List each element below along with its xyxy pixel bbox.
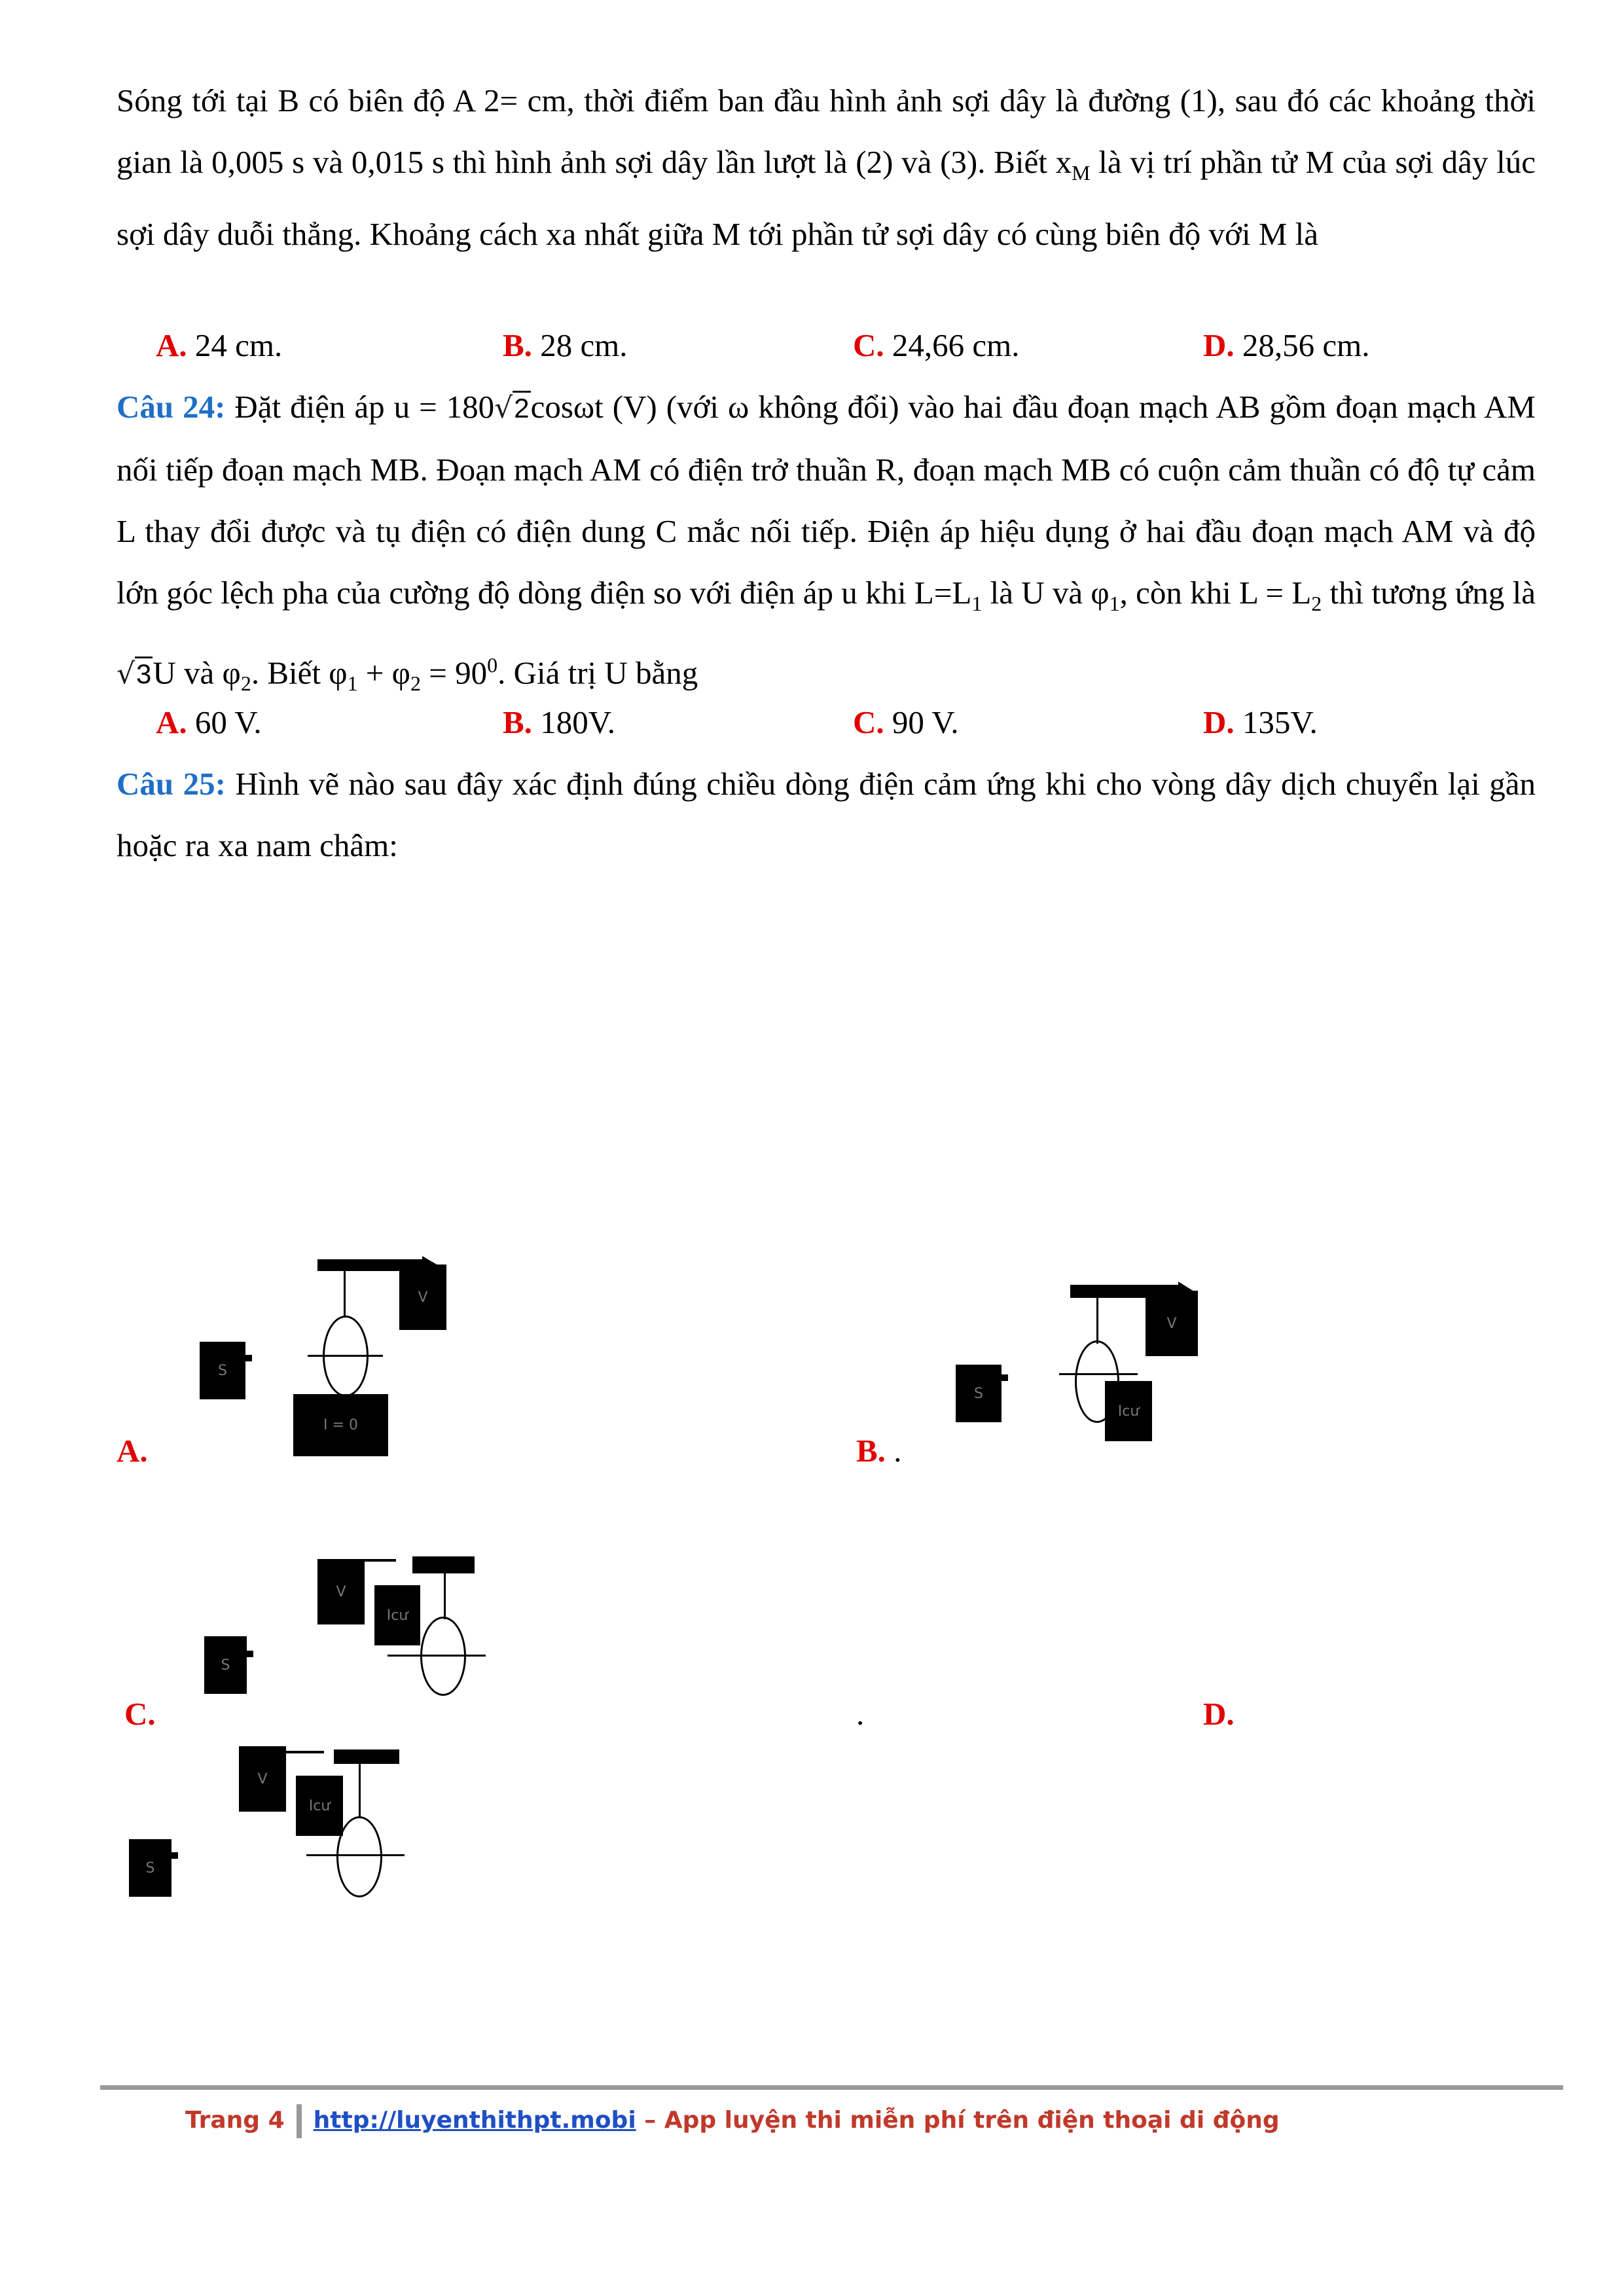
q24-option-c-text: 90 V. — [884, 704, 959, 740]
current-label-d — [296, 1776, 343, 1836]
q24-text-6: U và φ — [153, 655, 241, 691]
magnet-a-label: S — [218, 1362, 227, 1379]
q24-option-b-text: 180V. — [532, 704, 616, 740]
q23-stem-sub: M — [1072, 160, 1091, 185]
sqrt-2: √2 — [494, 391, 530, 425]
q23-option-b-text: 28 cm. — [532, 327, 628, 363]
magnet-d — [129, 1839, 171, 1897]
footer-page: Trang 4 — [185, 2107, 285, 2134]
magnet-b-label: S — [974, 1385, 983, 1402]
q25-label-d[interactable]: D. — [1203, 1696, 1235, 1732]
sqrt-2-value: 2 — [513, 391, 530, 423]
q23-option-b-label: B. — [503, 327, 532, 363]
q23-option-a[interactable] — [156, 315, 282, 376]
current-label-a — [293, 1394, 388, 1456]
q24-sub-a: 1 — [347, 671, 358, 695]
figure-d — [118, 1744, 445, 1928]
velocity-label-b — [1146, 1291, 1198, 1356]
magnet-b — [956, 1365, 1001, 1422]
q24-text-3: là U và φ — [982, 575, 1110, 611]
velocity-label-c-text: V — [336, 1583, 346, 1600]
q24-option-a-label: A. — [156, 704, 187, 740]
q23-stem — [117, 70, 1536, 265]
footer-link[interactable]: http://luyenthithpt.mobi — [313, 2107, 636, 2134]
q24-option-c[interactable] — [853, 692, 959, 753]
magnet-c-notch — [247, 1651, 253, 1657]
stem-a — [344, 1271, 346, 1317]
q23-option-c[interactable] — [853, 315, 1020, 376]
magnet-c — [204, 1636, 247, 1694]
q24-option-d-label: D. — [1203, 704, 1235, 740]
velocity-tail-d — [334, 1749, 399, 1764]
sqrt-3-value: 3 — [135, 656, 153, 689]
velocity-tail-c — [412, 1556, 475, 1573]
q23-option-d[interactable] — [1203, 315, 1370, 376]
q24-stem — [117, 376, 1536, 714]
q24-text-8: + φ — [357, 655, 410, 691]
q25-label-b-dot: . — [885, 1433, 902, 1469]
magnet-d-notch — [171, 1852, 178, 1859]
coil-d — [336, 1816, 382, 1897]
q24-sub-L1: 1 — [971, 591, 983, 615]
q25-stem-text: Hình vẽ nào sau đây xác định đúng chiều dòng điện cảm ứng khi cho vòng dây dịch chuyển lại gần hoặc ra xa nam châm: — [117, 766, 1536, 863]
coil-b-axis — [1059, 1373, 1138, 1375]
q24-option-b[interactable] — [503, 692, 615, 753]
q24-text-10: . Giá trị U bằng — [497, 655, 698, 691]
footer-separator — [297, 2104, 302, 2138]
magnet-d-label: S — [145, 1859, 155, 1876]
q24-text-9: = 90 — [420, 655, 488, 691]
q23-stem-rest: là vị trí phần tử M của sợi dây lúc sợi dây duỗi thẳng. Khoảng cách xa nhất giữa M tới phần tử sợi dây có cùng biên độ với M là — [117, 144, 1536, 252]
figure-c — [196, 1545, 491, 1708]
current-label-c — [374, 1585, 420, 1645]
velocity-label-a — [399, 1265, 446, 1330]
current-label-c-text: Icư — [386, 1607, 408, 1624]
velocity-label-d-text: V — [257, 1770, 268, 1787]
footer-tagline: – App luyện thi miễn phí trên điện thoại di động — [636, 2107, 1280, 2134]
q25-label-b[interactable] — [856, 1432, 901, 1469]
q23-option-a-label: A. — [156, 327, 187, 363]
velocity-label-b-text: V — [1166, 1315, 1177, 1332]
q23-option-b[interactable] — [503, 315, 628, 376]
q23-option-d-label: D. — [1203, 327, 1235, 363]
q25-label-a[interactable]: A. — [117, 1433, 148, 1469]
q23-options — [117, 315, 1536, 376]
q23-option-c-label: C. — [853, 327, 884, 363]
q25-label-b-text: B. — [856, 1433, 886, 1469]
q24-text-4: , còn khi L = L — [1119, 575, 1312, 611]
q25-label-c[interactable]: C. — [124, 1696, 156, 1732]
current-label-b — [1105, 1381, 1152, 1441]
q23-stem-text: Sóng tới tại B có biên độ A 2= cm, thời điểm ban đầu hình ảnh sợi dây là đường (1), sau đó các khoảng thời gian là 0,005 s và 0,015 s thì hình ảnh sợi dây lần lượt là (2) và (3). Biết x — [117, 82, 1536, 180]
magnet-a-notch — [245, 1355, 252, 1361]
q24-number: Câu 24: — [117, 389, 226, 425]
q25-number: Câu 25: — [117, 766, 226, 802]
magnet-b-notch — [1001, 1374, 1008, 1381]
stem-b — [1096, 1298, 1098, 1344]
figure-a — [196, 1250, 445, 1466]
magnet-a — [200, 1342, 245, 1399]
q24-sub-L2: 2 — [1311, 591, 1322, 615]
current-label-b-text: Icư — [1117, 1403, 1140, 1420]
q24-text-5: thì tương ứng là — [1322, 575, 1536, 611]
velocity-bar-c — [357, 1559, 396, 1562]
footer — [185, 2104, 1280, 2138]
magnet-c-label: S — [221, 1657, 230, 1674]
current-label-a-text: I = 0 — [323, 1417, 358, 1433]
q24-option-a-text: 60 V. — [187, 704, 262, 740]
q24-text-2: cosωt (V) (với ω không đổi) vào hai đầu đoạn mạch AB gồm đoạn mạch AM nối tiếp đoạn mạch MB. Đoạn mạch AM có điện trở thuần R, đoạn mạch MB có cuộn cảm thuần có độ tự cảm L thay đổi được và tụ điện có điện dung C mắc nối tiếp. Điện áp hiệu dụng ở hai đầu đoạn mạch AM và độ lớn góc lệch pha của cường độ dòng điện so với điện áp u khi L=L — [117, 389, 1536, 611]
stem-d — [359, 1764, 361, 1816]
q24-sup-deg: 0 — [487, 653, 498, 677]
stem-c — [444, 1573, 446, 1619]
velocity-label-c — [317, 1559, 365, 1624]
figure-b — [949, 1276, 1224, 1466]
q24-text-1: Đặt điện áp u = 180 — [225, 389, 495, 425]
q25-stem — [117, 753, 1536, 876]
velocity-bar-d — [278, 1751, 324, 1753]
q23-option-a-text: 24 cm. — [187, 327, 283, 363]
q23-option-c-text: 24,66 cm. — [884, 327, 1020, 363]
q23-option-d-text: 28,56 cm. — [1234, 327, 1370, 363]
q24-text-7: . Biết φ — [251, 655, 348, 691]
q24-option-b-label: B. — [503, 704, 532, 740]
current-label-d-text: Icư — [308, 1797, 331, 1814]
q24-option-a[interactable] — [156, 692, 262, 753]
footer-rule — [100, 2085, 1563, 2090]
q24-sub-phi2: 2 — [240, 671, 251, 695]
coil-a-axis — [308, 1355, 383, 1357]
q24-option-c-label: C. — [853, 704, 884, 740]
velocity-label-d — [239, 1746, 286, 1812]
coil-c-axis — [388, 1655, 486, 1657]
q24-option-d-text: 135V. — [1234, 704, 1318, 740]
q25-mid-dot: . — [856, 1696, 865, 1732]
q24-sub-b: 2 — [410, 671, 421, 695]
q24-options — [117, 692, 1536, 753]
velocity-label-a-text: V — [418, 1289, 428, 1306]
coil-d-axis — [306, 1854, 405, 1856]
sqrt-3: √3 — [117, 657, 152, 691]
q24-option-d[interactable] — [1203, 692, 1318, 753]
q24-sub-phi1: 1 — [1109, 591, 1120, 615]
